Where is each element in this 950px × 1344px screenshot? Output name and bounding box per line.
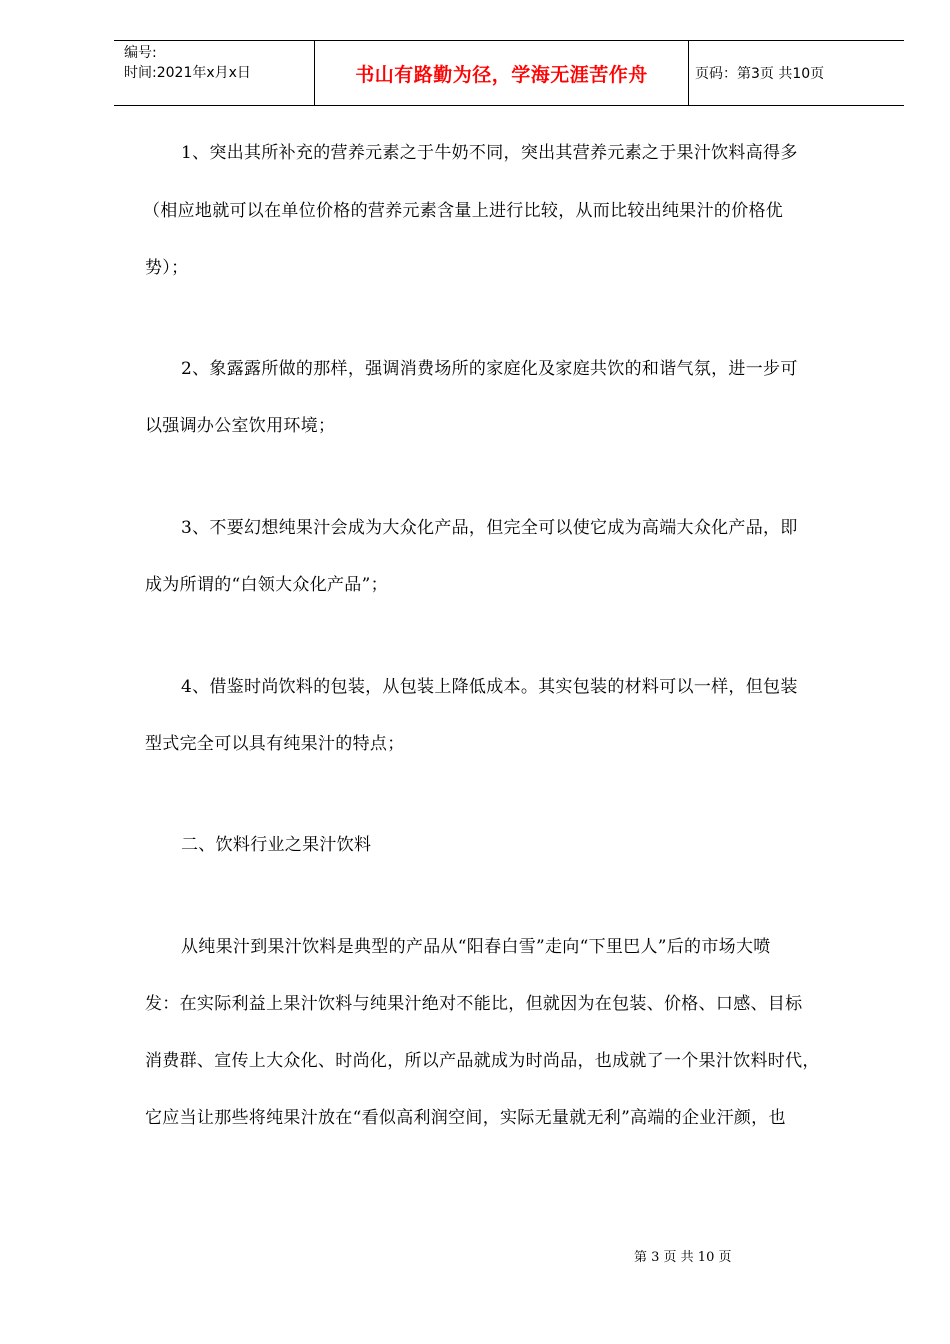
paragraph-3-line-2: 成为所谓的“白领大众化产品”； (145, 575, 388, 595)
paragraph-2-line-2: 以强调办公室饮用环境； (145, 416, 336, 436)
paragraph-5-line-3: 消费群、宣传上大众化、时尚化，所以产品就成为时尚品，也成就了一个果汁饮料时代， (145, 1051, 820, 1071)
header-meta-cell (114, 41, 315, 105)
section-heading: 二、饮料行业之果汁饮料 (181, 835, 372, 855)
header-page-cell (689, 41, 904, 105)
paragraph-2-line-1: 2、象露露所做的那样，强调消费场所的家庭化及家庭共饮的和谐气氛，进一步可 (181, 359, 798, 379)
paragraph-4-line-1: 4、借鉴时尚饮料的包装，从包装上降低成本。其实包装的材料可以一样，但包装 (181, 677, 798, 697)
page-footer: 第 3 页 共 10 页 (634, 1250, 732, 1265)
paragraph-3-line-1: 3、不要幻想纯果汁会成为大众化产品，但完全可以使它成为高端大众化产品，即 (181, 518, 798, 538)
page-header (114, 40, 904, 106)
header-motto: 书山有路勤为径，学海无涯苦作舟 (355, 63, 648, 86)
document-number-label: 编号: (124, 45, 157, 61)
header-motto-cell (315, 41, 689, 105)
paragraph-5-line-2: 发：在实际利益上果汁饮料与纯果汁绝对不能比，但就因为在包装、价格、口感、目标 (145, 994, 803, 1014)
paragraph-5-line-4: 它应当让那些将纯果汁放在“看似高利润空间，实际无量就无利”高端的企业汗颜，也 (145, 1108, 786, 1128)
paragraph-4-line-2: 型式完全可以具有纯果汁的特点； (145, 734, 405, 754)
document-time-label: 时间:2021年x月x日 (124, 65, 251, 81)
header-page-info: 页码：第3页 共10页 (695, 66, 825, 82)
paragraph-1-line-2: （相应地就可以在单位价格的营养元素含量上进行比较，从而比较出纯果汁的价格优 (143, 201, 784, 221)
paragraph-5-line-1: 从纯果汁到果汁饮料是典型的产品从“阳春白雪”走向“下里巴人”后的市场大喷 (181, 937, 771, 957)
paragraph-1-line-1: 1、突出其所补充的营养元素之于牛奶不同，突出其营养元素之于果汁饮料高得多 (181, 143, 798, 163)
paragraph-1-line-3: 势）； (145, 258, 189, 278)
